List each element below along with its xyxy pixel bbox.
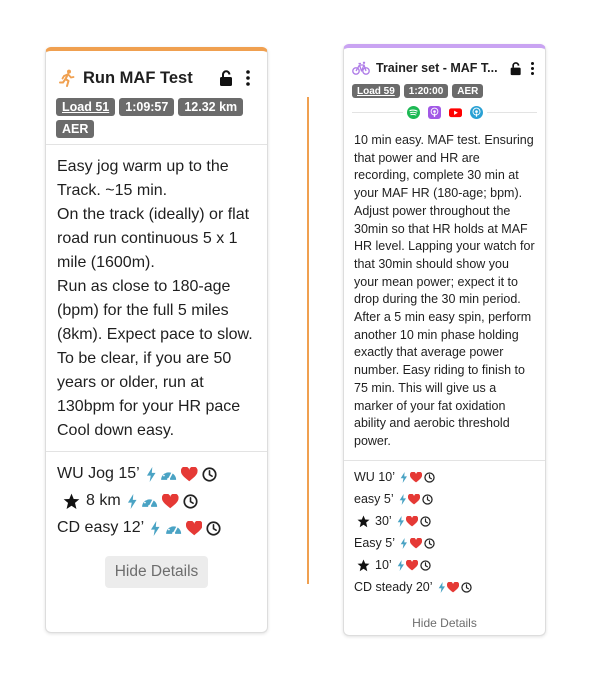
workout-step[interactable] — [57, 516, 257, 540]
clock-icon — [424, 472, 435, 483]
step-list — [46, 452, 267, 540]
workout-title[interactable]: Trainer set - MAF T... — [376, 61, 498, 75]
step-metric-icons — [150, 521, 221, 536]
heart-icon — [181, 467, 198, 482]
heart-icon — [406, 516, 418, 527]
step-label: Easy 5’ — [354, 536, 395, 551]
description-line: To be clear, if you are 50 years or older, run at 130bpm for your HR pace — [57, 350, 241, 415]
bolt-icon — [150, 521, 161, 536]
heart-icon — [162, 494, 179, 509]
clock-icon — [461, 582, 472, 593]
workout-description: 10 min easy. MAF test. Ensuring that power and HR are recording, complete 30 min at your MAF HR (180-age; bpm). Adjust power throughout the 30min so that HR holds at MAF HR level. Lapping your watch for that 30min should show you your mean power; expect it to drop during the 30 min period. After a 5 min easy spin, perform another 10 min phase holding exactly that average power number. Easy riding to finish to 75 min. This will give us a marker of your fat oxidation ability and aerobic threshold power. — [354, 133, 535, 448]
step-label: CD easy 12’ — [57, 519, 145, 536]
step-metric-icons — [127, 494, 198, 509]
step-label: 10’ — [375, 558, 392, 573]
bolt-icon — [397, 516, 405, 527]
star-icon — [357, 559, 370, 572]
kebab-menu-icon[interactable] — [241, 68, 255, 88]
workout-step[interactable] — [354, 535, 535, 552]
step-label: WU Jog 15’ — [57, 465, 140, 482]
clock-icon — [206, 521, 221, 536]
clock-icon — [422, 494, 433, 505]
divider — [352, 112, 403, 113]
step-label: CD steady 20’ — [354, 580, 433, 595]
workout-step[interactable] — [57, 489, 257, 513]
star-icon — [63, 493, 80, 510]
apple-podcasts-icon[interactable] — [428, 106, 441, 119]
workout-step[interactable] — [354, 469, 535, 486]
duration-badge: 1:09:57 — [119, 98, 174, 116]
load-badge: Load 51 — [56, 98, 115, 116]
step-label: WU 10’ — [354, 470, 395, 485]
bolt-icon — [397, 560, 405, 571]
step-label: 8 km — [86, 492, 121, 509]
bolt-icon — [146, 467, 157, 482]
gauge-icon — [141, 494, 158, 509]
clock-icon — [183, 494, 198, 509]
clock-icon — [202, 467, 217, 482]
heart-icon — [406, 560, 418, 571]
badge-row — [46, 91, 267, 138]
clock-icon — [420, 516, 431, 527]
heart-icon — [186, 521, 203, 536]
card-header — [46, 51, 267, 91]
load-badge: Load 59 — [352, 84, 400, 98]
bolt-icon — [400, 538, 408, 549]
timeline-divider — [307, 97, 309, 584]
workout-step[interactable] — [354, 491, 535, 508]
workout-card-run[interactable] — [45, 47, 268, 633]
clock-icon — [424, 538, 435, 549]
star-icon — [357, 515, 370, 528]
app-links-row — [344, 98, 545, 120]
heart-icon — [410, 538, 422, 549]
podcast-icon[interactable] — [470, 106, 483, 119]
divider — [487, 112, 538, 113]
card-header — [344, 48, 545, 78]
workout-step[interactable] — [57, 462, 257, 486]
zone-badge: AER — [56, 120, 94, 138]
duration-badge: 1:20:00 — [404, 84, 448, 98]
heart-icon — [410, 472, 422, 483]
distance-badge: 12.32 km — [178, 98, 243, 116]
bolt-icon — [399, 494, 407, 505]
step-metric-icons — [438, 582, 473, 593]
step-metric-icons — [400, 472, 435, 483]
step-label: 30’ — [375, 514, 392, 529]
step-metric-icons — [399, 494, 434, 505]
workout-card-trainer[interactable] — [343, 44, 546, 636]
step-metric-icons — [400, 538, 435, 549]
bolt-icon — [127, 494, 138, 509]
description-line: Run as close to 180-age (bpm) for the full 5 miles (8km). Expect pace to slow. — [57, 278, 253, 343]
workout-step[interactable] — [354, 513, 535, 530]
workout-step[interactable] — [354, 557, 535, 574]
bicycle-icon — [352, 60, 370, 76]
unlocked-padlock-icon[interactable] — [508, 60, 524, 76]
step-list — [344, 461, 545, 596]
hide-details-button[interactable]: Hide Details — [404, 612, 485, 634]
hide-details-button[interactable]: Hide Details — [105, 556, 209, 588]
step-label: easy 5’ — [354, 492, 394, 507]
heart-icon — [447, 582, 459, 593]
running-icon — [58, 69, 76, 87]
badge-row — [344, 78, 545, 98]
gauge-icon — [165, 521, 182, 536]
step-metric-icons — [146, 467, 217, 482]
heart-icon — [408, 494, 420, 505]
bolt-icon — [400, 472, 408, 483]
youtube-icon[interactable] — [449, 106, 462, 119]
clock-icon — [420, 560, 431, 571]
description-line: Cool down easy. — [57, 422, 175, 439]
spotify-icon[interactable] — [407, 106, 420, 119]
description-line: Easy jog warm up to the Track. ~15 min. — [57, 158, 229, 199]
workout-title[interactable]: Run MAF Test — [83, 68, 193, 87]
workout-step[interactable] — [354, 579, 535, 596]
bolt-icon — [438, 582, 446, 593]
unlocked-padlock-icon[interactable] — [217, 68, 237, 88]
step-metric-icons — [397, 560, 432, 571]
kebab-menu-icon[interactable] — [527, 60, 537, 76]
step-metric-icons — [397, 516, 432, 527]
zone-badge: AER — [452, 84, 483, 98]
gauge-icon — [160, 467, 177, 482]
workout-description — [46, 145, 267, 443]
description-line: On the track (ideally) or flat road run continuous 5 x 1 mile (1600m). — [57, 206, 250, 271]
